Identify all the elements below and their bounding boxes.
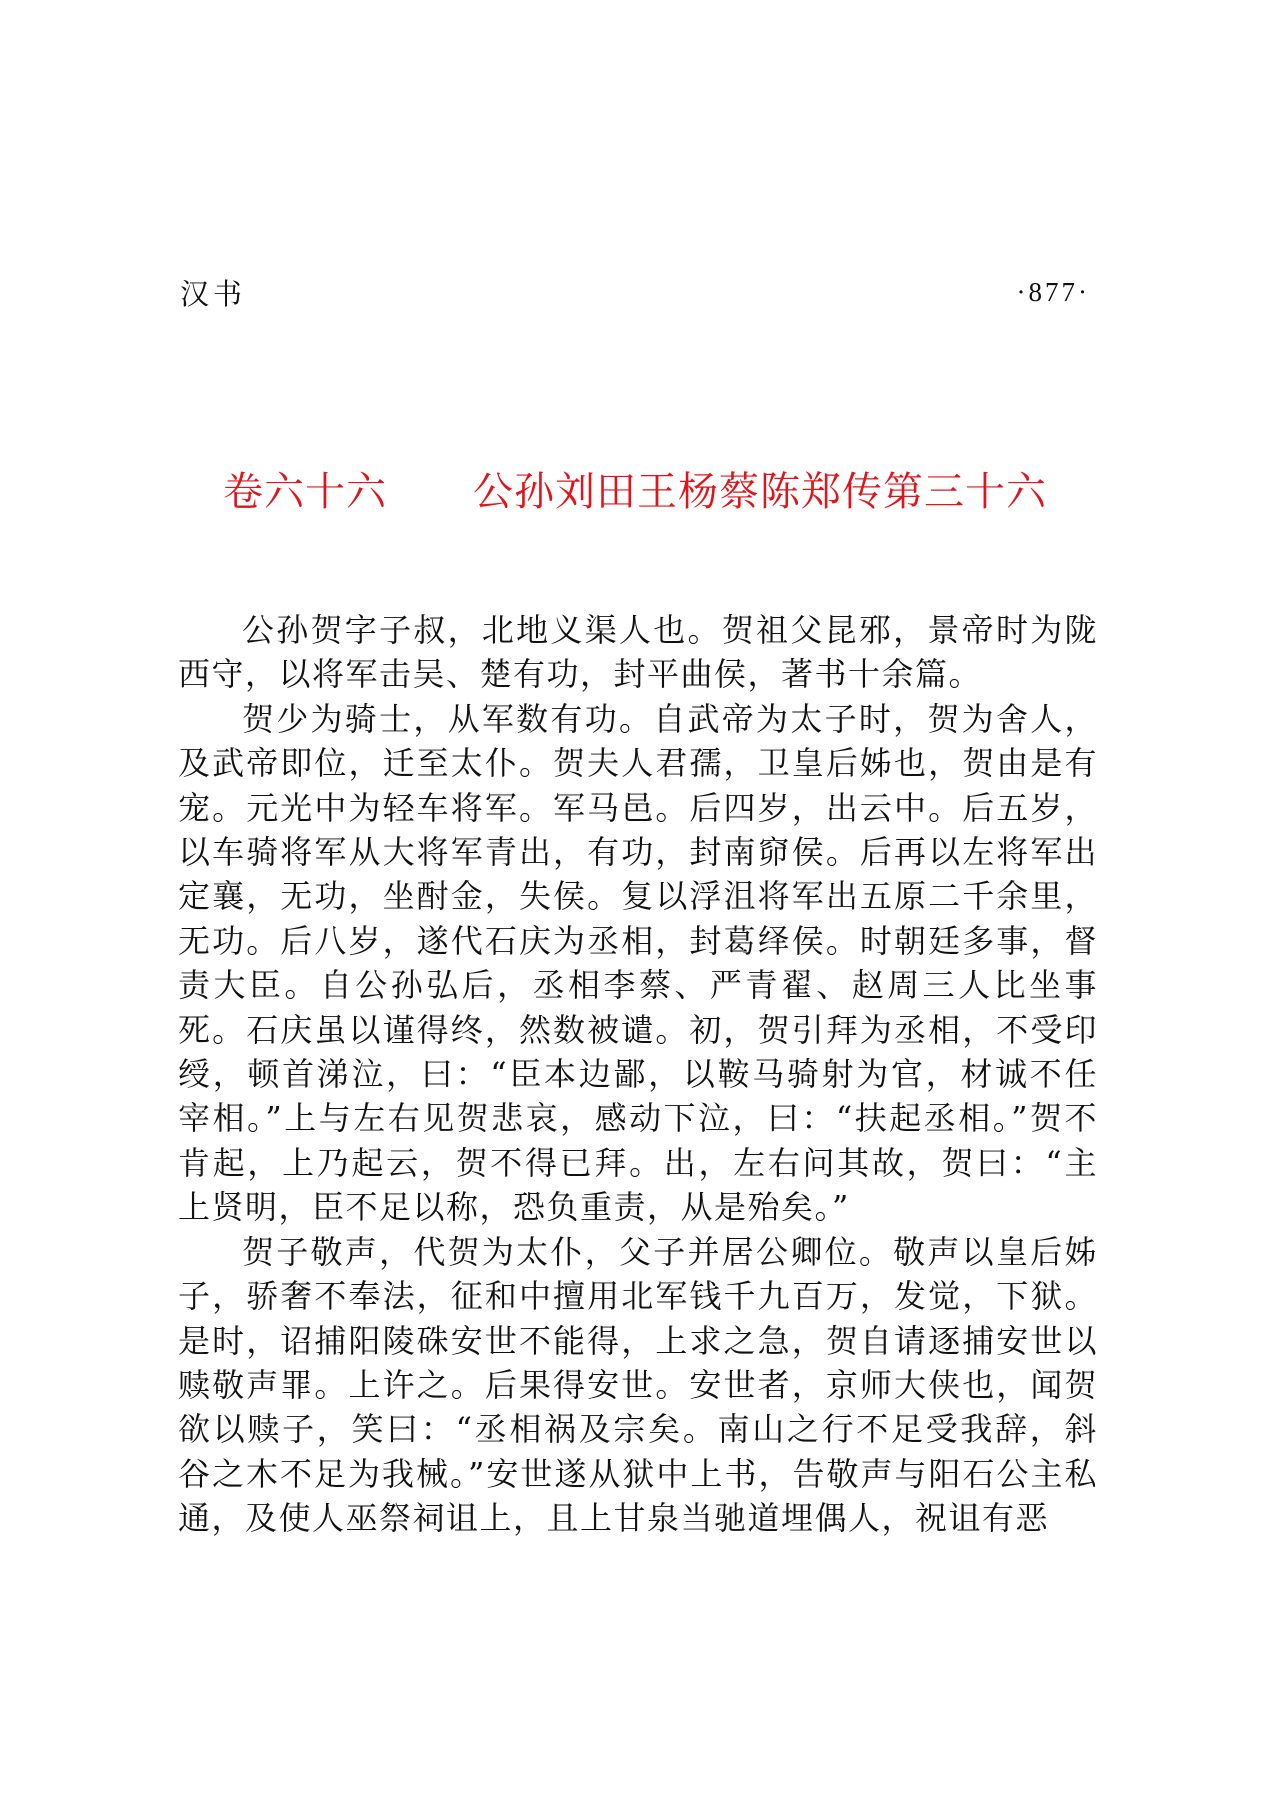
page-number: ·877· [1016, 276, 1090, 307]
paragraph: 贺少为骑士，从军数有功。自武帝为太子时，贺为舍人，及武帝即位，迁至太仆。贺夫人君孺，卫皇后姊也，贺由是有宠。元光中为轻车将军。军马邑。后四岁，出云中。后五岁，以车骑将军从大将军青出，有功，封南窌侯。后再以左将军出定襄，无功，坐酎金，失侯。复以浮沮将军出五原二千余里，无功。后八岁，遂代石庆为丞相，封葛绎侯。时朝廷多事，督责大臣。自公孙弘后，丞相李蔡、严青翟、赵周三人比坐事死。石庆虽以谨得终，然数被谴。初，贺引拜为丞相，不受印绶，顿首涕泣，曰：“臣本边鄙，以鞍马骑射为官，材诚不任宰相。”上与左右见贺悲哀，感动下泣，曰：“扶起丞相。”贺不肯起，上乃起云，贺不得已拜。出，左右问其故，贺曰：“主上贤明，臣不足以称，恐负重责，从是殆矣。” [178, 699, 1098, 1227]
chapter-title: 公孙刘田王杨蔡陈郑传第三十六 [473, 468, 1047, 515]
book-title: 汉书 [180, 276, 247, 311]
paragraph: 公孙贺字子叔，北地义渠人也。贺祖父昆邪，景帝时为陇西守，以将军击吴、楚有功，封平曲侯，著书十余篇。 [178, 611, 1098, 694]
chapter-volume: 卷六十六 [223, 468, 387, 515]
running-head [180, 272, 1090, 312]
paragraph: 贺子敬声，代贺为太仆，父子并居公卿位。敬声以皇后姊子，骄奢不奉法，征和中擅用北军钱千九百万，发觉，下狱。是时，诏捕阳陵硃安世不能得，上求之急，贺自请逐捕安世以赎敬声罪。上许之。后果得安世。安世者，京师大侠也，闻贺欲以赎子，笑曰：“丞相祸及宗矣。南山之行不足受我辞，斜谷之木不足为我械。”安世遂从狱中上书，告敬声与阳石公主私通，及使人巫祭祠诅上，且上甘泉当驰道埋偶人，祝诅有恶 [178, 1232, 1098, 1538]
body-text [178, 608, 1098, 1541]
chapter-heading [180, 458, 1090, 518]
